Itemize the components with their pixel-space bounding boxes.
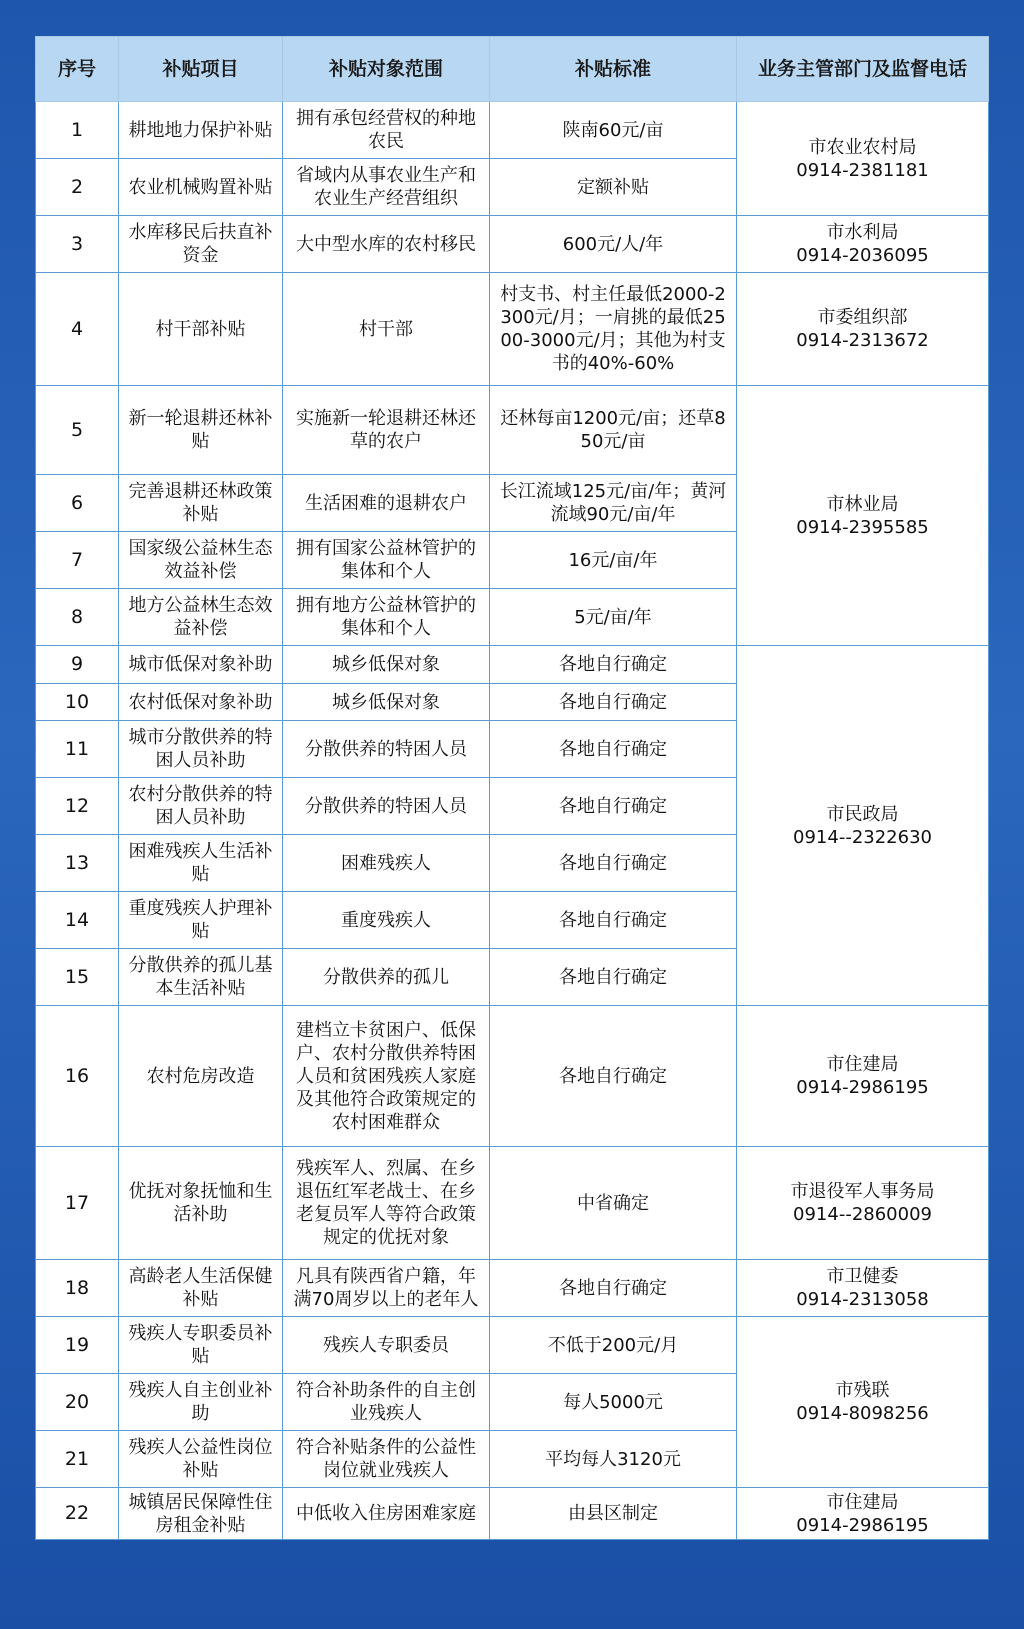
row-project: 村干部补贴	[119, 273, 283, 386]
row-department	[737, 1147, 989, 1260]
row-standard: 每人5000元	[490, 1374, 737, 1431]
table-row	[36, 273, 989, 386]
row-no: 7	[36, 532, 119, 589]
department-name: 市残联	[835, 1380, 890, 1401]
row-no: 18	[36, 1260, 119, 1317]
row-project: 地方公益林生态效益补偿	[119, 589, 283, 646]
row-standard: 还林每亩1200元/亩；还草850元/亩	[490, 386, 737, 475]
row-project: 农村低保对象补助	[119, 684, 283, 721]
row-department	[737, 646, 989, 1006]
row-no: 15	[36, 949, 119, 1006]
row-standard: 村支书、村主任最低2000-2300元/月；一肩挑的最低2500-3000元/月；其他为村支书的40%-60%	[490, 273, 737, 386]
row-target: 残疾军人、烈属、在乡退伍红军老战士、在乡老复员军人等符合政策规定的优抚对象	[283, 1147, 490, 1260]
department-name: 市卫健委	[826, 1266, 899, 1287]
row-project: 耕地地力保护补贴	[119, 102, 283, 159]
row-project: 分散供养的孤儿基本生活补贴	[119, 949, 283, 1006]
row-project: 高龄老人生活保健补贴	[119, 1260, 283, 1317]
row-department	[737, 386, 989, 646]
subsidy-table	[35, 36, 989, 1540]
row-no: 17	[36, 1147, 119, 1260]
department-phone: 0914--2860009	[793, 1204, 932, 1225]
header-department: 业务主管部门及监督电话	[737, 37, 989, 102]
row-target: 分散供养的特困人员	[283, 778, 490, 835]
row-standard: 各地自行确定	[490, 892, 737, 949]
row-target: 分散供养的特困人员	[283, 721, 490, 778]
row-project: 农业机械购置补贴	[119, 159, 283, 216]
department-name: 市林业局	[826, 493, 899, 515]
department-name: 市住建局	[826, 1491, 899, 1513]
row-target: 拥有地方公益林管护的集体和个人	[283, 589, 490, 646]
department-name: 市农业农村局	[808, 136, 917, 158]
row-standard: 中省确定	[490, 1147, 737, 1260]
row-no: 14	[36, 892, 119, 949]
row-target: 生活困难的退耕农户	[283, 475, 490, 532]
row-project: 新一轮退耕还林补贴	[119, 386, 283, 475]
row-no: 6	[36, 475, 119, 532]
row-target: 城乡低保对象	[283, 684, 490, 721]
row-project: 完善退耕还林政策补贴	[119, 475, 283, 532]
table-row	[36, 1147, 989, 1260]
row-standard: 长江流域125元/亩/年；黄河流域90元/亩/年	[490, 475, 737, 532]
department-name: 市委组织部	[817, 307, 908, 328]
row-no: 3	[36, 216, 119, 273]
row-no: 19	[36, 1317, 119, 1374]
row-no: 13	[36, 835, 119, 892]
row-standard: 由县区制定	[490, 1488, 737, 1540]
row-target: 省域内从事农业生产和农业生产经营组织	[283, 159, 490, 216]
row-standard: 各地自行确定	[490, 1006, 737, 1147]
row-project: 困难残疾人生活补贴	[119, 835, 283, 892]
department-phone: 0914-8098256	[796, 1403, 929, 1424]
row-department	[737, 273, 989, 386]
table-row	[36, 102, 989, 159]
row-department	[737, 216, 989, 273]
row-project: 农村分散供养的特困人员补助	[119, 778, 283, 835]
row-target: 城乡低保对象	[283, 646, 490, 684]
row-project: 优抚对象抚恤和生活补助	[119, 1147, 283, 1260]
header-target: 补贴对象范围	[283, 37, 490, 102]
row-project: 城市分散供养的特困人员补助	[119, 721, 283, 778]
department-phone: 0914-2036095	[796, 245, 929, 266]
row-no: 22	[36, 1488, 119, 1540]
table-row	[36, 1260, 989, 1317]
header-standard: 补贴标准	[490, 37, 737, 102]
row-standard: 各地自行确定	[490, 835, 737, 892]
row-standard: 5元/亩/年	[490, 589, 737, 646]
row-department	[737, 1317, 989, 1488]
row-no: 10	[36, 684, 119, 721]
row-standard: 各地自行确定	[490, 684, 737, 721]
row-target: 符合补贴条件的公益性岗位就业残疾人	[283, 1431, 490, 1488]
row-project: 残疾人公益性岗位补贴	[119, 1431, 283, 1488]
table-row	[36, 386, 989, 475]
row-target: 分散供养的孤儿	[283, 949, 490, 1006]
department-name: 市住建局	[826, 1054, 899, 1075]
row-target: 大中型水库的农村移民	[283, 216, 490, 273]
department-phone: 0914-2986195	[796, 1077, 929, 1098]
table-header-row	[36, 37, 989, 102]
row-standard: 16元/亩/年	[490, 532, 737, 589]
department-phone: 0914-2986195	[796, 1514, 929, 1536]
row-project: 农村危房改造	[119, 1006, 283, 1147]
row-project: 国家级公益林生态效益补偿	[119, 532, 283, 589]
department-name: 市水利局	[826, 222, 899, 243]
row-no: 16	[36, 1006, 119, 1147]
row-department	[737, 1260, 989, 1317]
row-target: 困难残疾人	[283, 835, 490, 892]
row-standard: 各地自行确定	[490, 949, 737, 1006]
row-standard: 各地自行确定	[490, 1260, 737, 1317]
table-row	[36, 1317, 989, 1374]
row-project: 水库移民后扶直补资金	[119, 216, 283, 273]
row-target: 拥有承包经营权的种地农民	[283, 102, 490, 159]
row-standard: 定额补贴	[490, 159, 737, 216]
row-target: 重度残疾人	[283, 892, 490, 949]
row-target: 残疾人专职委员	[283, 1317, 490, 1374]
table-row	[36, 646, 989, 684]
row-department	[737, 1488, 989, 1540]
row-no: 4	[36, 273, 119, 386]
header-project: 补贴项目	[119, 37, 283, 102]
row-target: 拥有国家公益林管护的集体和个人	[283, 532, 490, 589]
row-no: 12	[36, 778, 119, 835]
row-department	[737, 102, 989, 216]
row-project: 残疾人专职委员补贴	[119, 1317, 283, 1374]
row-standard: 陕南60元/亩	[490, 102, 737, 159]
row-standard: 各地自行确定	[490, 721, 737, 778]
row-project: 城市低保对象补助	[119, 646, 283, 684]
subsidy-table-frame	[35, 36, 988, 1540]
row-standard: 平均每人3120元	[490, 1431, 737, 1488]
table-row	[36, 1006, 989, 1147]
row-target: 中低收入住房困难家庭	[283, 1488, 490, 1540]
row-standard: 不低于200元/月	[490, 1317, 737, 1374]
department-name: 市退役军人事务局	[790, 1181, 935, 1202]
row-no: 1	[36, 102, 119, 159]
row-no: 20	[36, 1374, 119, 1431]
row-standard: 各地自行确定	[490, 778, 737, 835]
row-standard: 各地自行确定	[490, 646, 737, 684]
row-standard: 600元/人/年	[490, 216, 737, 273]
table-row	[36, 1488, 989, 1540]
row-project: 残疾人自主创业补助	[119, 1374, 283, 1431]
department-phone: 0914-2395585	[796, 516, 929, 538]
row-department	[737, 1006, 989, 1147]
table-row	[36, 216, 989, 273]
row-no: 2	[36, 159, 119, 216]
row-no: 11	[36, 721, 119, 778]
row-target: 建档立卡贫困户、低保户、农村分散供养特困人员和贫困残疾人家庭及其他符合政策规定的农村困难群众	[283, 1006, 490, 1147]
row-target: 凡具有陕西省户籍，年满70周岁以上的老年人	[283, 1260, 490, 1317]
row-no: 21	[36, 1431, 119, 1488]
row-target: 村干部	[283, 273, 490, 386]
row-no: 5	[36, 386, 119, 475]
row-project: 城镇居民保障性住房租金补贴	[119, 1488, 283, 1540]
department-phone: 0914-2313058	[796, 1289, 929, 1310]
row-project: 重度残疾人护理补贴	[119, 892, 283, 949]
row-target: 符合补助条件的自主创业残疾人	[283, 1374, 490, 1431]
row-no: 9	[36, 646, 119, 684]
header-no: 序号	[36, 37, 119, 102]
department-name: 市民政局	[826, 803, 899, 825]
department-phone: 0914-2381181	[796, 159, 929, 181]
department-phone: 0914--2322630	[793, 826, 932, 848]
department-phone: 0914-2313672	[796, 330, 929, 351]
row-no: 8	[36, 589, 119, 646]
row-target: 实施新一轮退耕还林还草的农户	[283, 386, 490, 475]
